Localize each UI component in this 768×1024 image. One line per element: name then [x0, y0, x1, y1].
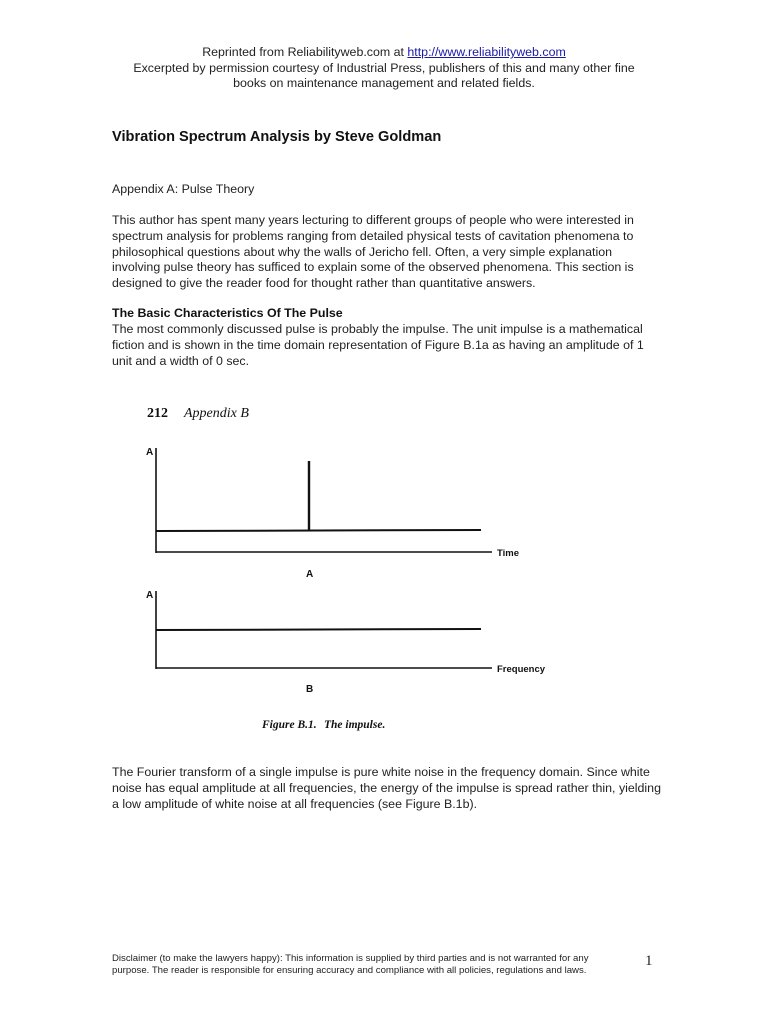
appendix-subtitle: Appendix A: Pulse Theory [112, 182, 255, 196]
reprint-line [100, 45, 668, 61]
section-heading: The Basic Characteristics Of The Pulse [112, 306, 343, 320]
intro-paragraph: This author has spent many years lecturing to different groups of people who were interested in spectrum analysis for problems ranging from detailed physical tests of cavitation phenomena to philosophical questions about why the walls of Jericho fell. Often, a very simple explanation involving pulse theory has sufficed to explain some of the observed phenomena. This section is designed to give the reader food for thought rather than quantitative answers. [112, 213, 634, 291]
top-panel-label: A [306, 569, 314, 580]
figure-caption-label: Figure B.1. [262, 719, 317, 731]
reliabilityweb-link[interactable]: http://www.reliabilityweb.com [407, 45, 566, 59]
top-y-axis-label: A [146, 447, 154, 458]
figure-page-number: 212 [147, 406, 168, 421]
excerpt-line-1: Excerpted by permission courtesy of Industrial Press, publishers of this and many other fine [133, 60, 635, 75]
figure-page-header: Appendix B [184, 406, 249, 421]
reprint-prefix: Reprinted from Reliabilityweb.com at [202, 45, 408, 59]
impulse-paragraph: The most commonly discussed pulse is probably the impulse. The unit impulse is a mathematical fiction and is shown in the time domain representation of Figure B.1a as having an amplitude of 1 unit and a width of 0 sec. [112, 322, 644, 368]
excerpt-line-2: books on maintenance management and related fields. [233, 76, 535, 90]
bottom-y-axis-label: A [146, 590, 154, 601]
document-title: Vibration Spectrum Analysis by Steve Goldman [112, 129, 442, 145]
top-baseline [156, 530, 481, 531]
fourier-paragraph: The Fourier transform of a single impulse is pure white noise in the frequency domain. Since white noise has equal amplitude at all frequencies, the energy of the impulse is spread rather thin, yielding a low amplitude of white noise at all frequencies (see Figure B.1b). [112, 765, 661, 811]
figure-b1 [112, 385, 572, 745]
bottom-panel-label: B [306, 684, 314, 695]
time-axis-label: Time [497, 548, 520, 559]
page-number: 1 [645, 953, 653, 969]
disclaimer-footer: Disclaimer (to make the lawyers happy): This information is supplied by third parties and is not warranted for any purpose. The reader is responsible for ensuring accuracy and compliance with all policies, regulations and laws. [112, 953, 589, 976]
figure-b1-drawing [112, 385, 572, 745]
figure-caption-text: The impulse. [324, 719, 386, 731]
frequency-axis-label: Frequency [497, 664, 546, 675]
reprint-header [100, 45, 668, 92]
white-noise-line [156, 629, 481, 630]
